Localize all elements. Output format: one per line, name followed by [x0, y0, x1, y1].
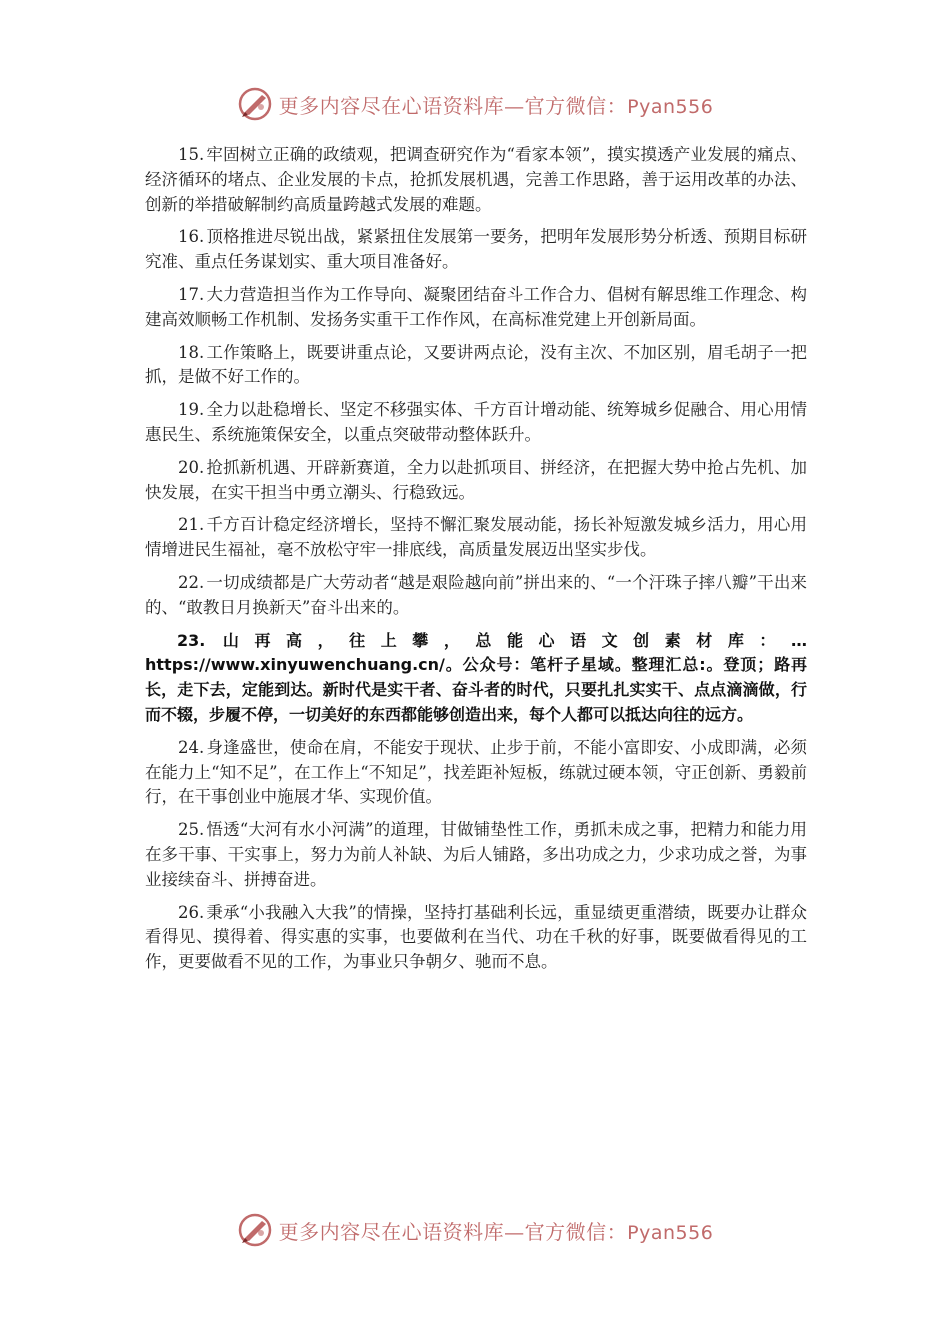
pen-logo-icon — [237, 1212, 273, 1248]
paragraph-26 — [145, 901, 807, 975]
paragraph-number: 22. — [178, 572, 205, 592]
paragraph-text: 山再高，往上攀，总能心语文创素材库：… https://www.xinyuwenchuang.cn/。公众号：笔杆子星域。整理汇总:。登顶；路再长，走下去，定能到达。新时代是实干者、奋斗者的时代，只要扎扎实实干、点点滴滴做，行而不辍，步履不停，一切美好的东西都能够创造出来，每个人都可以抵达向往的远方。 — [145, 630, 807, 724]
paragraph-number: 20. — [178, 457, 205, 477]
paragraph-text: 悟透“大河有水小河满”的道理，甘做铺垫性工作，勇抓未成之事，把精力和能力用在多干事、干实事上，努力为前人补缺、为后人铺路，多出功成之力，少求功成之誉，为事业接续奋斗、拼搏奋进。 — [145, 820, 807, 889]
pen-logo-icon — [237, 86, 273, 122]
paragraph-23 — [145, 629, 807, 728]
paragraph-number: 23. — [177, 630, 206, 650]
footer-banner-text — [279, 1216, 714, 1245]
header-banner — [0, 84, 950, 124]
paragraph-18 — [145, 341, 807, 391]
paragraph-text: 抢抓新机遇、开辟新赛道，全力以赴抓项目、拼经济，在把握大势中抢占先机、加快发展，在实干担当中勇立潮头、行稳致远。 — [145, 457, 807, 502]
paragraph-number: 24. — [178, 737, 205, 757]
paragraph-text: 身逢盛世，使命在肩，不能安于现状、止步于前，不能小富即安、小成即满，必须在能力上“知不足”，在工作上“不知足”，找差距补短板，练就过硬本领，守正创新、勇毅前行，在干事创业中施展才华、实现价值。 — [145, 737, 807, 807]
paragraph-number: 17. — [178, 284, 205, 304]
footer-banner-inner — [237, 1212, 714, 1248]
paragraph-text: 工作策略上，既要讲重点论，又要讲两点论，没有主次、不加区别，眉毛胡子一把抓，是做不好工作的。 — [145, 342, 807, 387]
paragraph-text: 顶格推进尽锐出战，紧紧扭住发展第一要务，把明年发展形势分析透、预期目标研究准、重点任务谋划实、重大项目准备好。 — [145, 227, 807, 272]
paragraph-15 — [145, 143, 807, 217]
paragraph-text: 牢固树立正确的政绩观，把调查研究作为“看家本领”，摸实摸透产业发展的痛点、经济循环的堵点、企业发展的卡点，抢抓发展机遇，完善工作思路，善于运用改革的办法、创新的举措破解制约高质量跨越式发展的难题。 — [145, 145, 807, 214]
footer-banner — [0, 1210, 950, 1250]
footer-banner-label: 更多内容尽在心语资料库—官方微信： — [278, 1219, 628, 1244]
paragraph-16 — [145, 225, 807, 275]
paragraph-text: 全力以赴稳增长、坚定不移强实体、千方百计增动能、统筹城乡促融合、用心用情惠民生、系统施策保安全，以重点突破带动整体跃升。 — [145, 400, 807, 444]
paragraph-17 — [145, 283, 807, 333]
paragraph-number: 25. — [178, 820, 205, 840]
paragraph-number: 15. — [178, 145, 205, 164]
paragraph-number: 26. — [178, 902, 205, 922]
header-banner-wechat: Pyan556 — [627, 95, 714, 118]
paragraph-22 — [145, 571, 807, 621]
document-body — [145, 143, 807, 983]
paragraph-number: 18. — [178, 342, 205, 362]
paragraph-number: 16. — [178, 227, 205, 247]
paragraph-24 — [145, 736, 807, 810]
header-banner-inner — [237, 86, 714, 122]
paragraph-text: 一切成绩都是广大劳动者“越是艰险越向前”拼出来的、“一个汗珠子摔八瓣”干出来的、“敢教日月换新天”奋斗出来的。 — [145, 572, 807, 617]
header-banner-text — [279, 90, 714, 119]
paragraph-number: 21. — [178, 515, 205, 535]
paragraph-25 — [145, 818, 807, 892]
paragraph-number: 19. — [178, 400, 205, 420]
paragraph-20 — [145, 456, 807, 506]
paragraph-21 — [145, 513, 807, 563]
paragraph-text: 大力营造担当作为工作导向、凝聚团结奋斗工作合力、倡树有解思维工作理念、构建高效顺畅工作机制、发扬务实重干工作作风，在高标准党建上开创新局面。 — [145, 284, 807, 329]
paragraph-text: 千方百计稳定经济增长，坚持不懈汇聚发展动能，扬长补短激发城乡活力，用心用情增进民生福祉，毫不放松守牢一排底线，高质量发展迈出坚实步伐。 — [145, 515, 807, 560]
header-banner-label: 更多内容尽在心语资料库—官方微信： — [278, 93, 628, 118]
paragraph-19 — [145, 398, 807, 448]
footer-banner-wechat: Pyan556 — [627, 1221, 714, 1244]
paragraph-text: 秉承“小我融入大我”的情操，坚持打基础利长远，重显绩更重潜绩，既要办让群众看得见、摸得着、得实惠的实事，也要做利在当代、功在千秋的好事，既要做看得见的工作，更要做看不见的工作，为事业只争朝夕、驰而不息。 — [145, 902, 807, 972]
